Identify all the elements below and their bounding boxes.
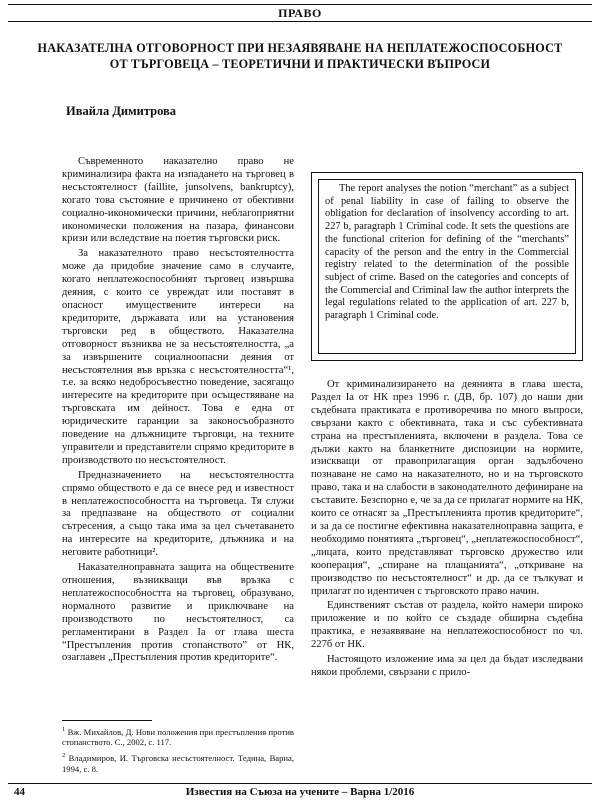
footnotes <box>62 725 294 777</box>
left-column <box>62 156 294 667</box>
page-number: 44 <box>14 786 25 798</box>
journal-name: Известия на Съюза на учените – Варна 1/2016 <box>185 786 415 798</box>
paragraph: Предназначението на несъстоятелността спрямо обществото е да се внесе ред и известност в неплатежоспособността на търговеца. Тя служи за предпазване на обществото от социални сътресения, а също така има за цел съчетаването на интересите на кредиторите, длъжника и на неговите работници². <box>62 469 294 559</box>
paragraph: За наказателното право несъстоятелността може да придобие значение само в случаите, когато неплатежоспособният търговец извършва деяния, с които се увреждат или поставят в опасност имуществените интереси на кредиторите, държавата или на установения търговски ред в обществото. Наказателна отговорност възниква не за несъстоятелността, „а за извършените социалноопасни деяния от несъстоятелния във връзка с несъстоятелността“¹, т.е. за всяко недобросъвестно поведение, засягащо интересите на кредиторите при осъществяване на търговската им дейност. Това е една от юридическите гаранции за законосъобразното поведение на длъжниците търговци, на техните управители и представители спрямо кредиторите в производството по несъстоятелност. <box>62 248 294 466</box>
footnote <box>62 751 294 774</box>
footnote-number: 2 <box>62 752 66 760</box>
footnote-text: Вж. Михайлов, Д. Нови положения при престъпления против стопанството. С., 2002, с. 117. <box>62 726 294 748</box>
author-name: Ивайла Димитрова <box>66 104 177 118</box>
right-column <box>311 379 583 682</box>
paragraph: От криминализирането на деянията в глава шеста, Раздел Iа от НК през 1996 г. (ДВ, бр. 107) до наши дни съдебната практиката е противоречива по много въпроси, свързани както с обективната, така и със субективната страна на престъпленията, включени в раздела. Това се дължи както на бланкетните диспозиции на нормите, изискващи от правоприлагащия орган задълбочено познаване не само на наказателното, но и на търговското право, така и на слабости в законодателното дефиниране на съставите. Безспорно е, че за да се прилагат нормите на НК, които се отнасят за „Престъпленията против кредиторите“, и за да се постигне ефективна наказателноправна защита, е необходимо понятията „търговец“, „неплатежоспособност“, „лицата, които представляват търговско дружество или кооперация“, „спиране на плащанията“, „откриване на производство по несъстоятелност“ и др. да се тълкуват и прилагат по идентичен с търговското право начин. <box>311 379 583 597</box>
article-title <box>20 40 580 72</box>
footnote-number: 1 <box>62 726 66 733</box>
footnote-text: Владимиров, И. Търговска несъстоятелност. Тедина, Варна, 1994, с. 8. <box>62 752 294 774</box>
running-header: ПРАВО <box>8 4 592 22</box>
paragraph: Настоящото изложение има за цел да бъдат изследвани някои проблеми, свързани с прило- <box>311 654 583 678</box>
footnote-rule <box>62 720 152 721</box>
abstract-text: The report analyses the notion “merchant” as a subject of penal liability in case of failing to observe the obligation for declaration of insolvency according to art. 227 b, paragraph 1 Criminal code. It sets the questions are the functional criterion for defining of the “merchants” capacity of the person and the entry in the Commercial registry related to the determination of the possible subject of crime. Based on the categories and concepts of the Commercial and Criminal law the author interprets the legal regulations related to the application of art. 227 b, paragraph 1 Criminal code. <box>318 179 576 354</box>
paragraph: Наказателноправната защита на обществените отношения, възникващи във връзка с неплатежоспособността на търговец, образувано, нормалното развитие и приключване на производството по несъстоятелност, са регламентирани в Раздел Iа от глава шеста “Престъпления против стопанството” от НК, озаглавен „Престъпления против кредиторите“. <box>62 562 294 664</box>
paragraph: Съвременното наказателно право не криминализира факта на изпадането на търговец в несъстоятелност (faillite, junsolvens, bankruptcy), когато това състояние е причинено от обективни социално-икономически причини, неблагоприятни икономически положения на пазара, финансови кризи или вследствие на поетия търговски риск. <box>62 156 294 245</box>
paragraph: Единственият състав от раздела, който намери широко приложение и по който се създаде обширна съдебна практика, е незаявяване на неплатежоспособност по чл. 227б от НК. <box>311 600 583 651</box>
title-line-1: НАКАЗАТЕЛНА ОТГОВОРНОСТ ПРИ НЕЗАЯВЯВАНЕ НА НЕПЛАТЕЖОСПОСОБНОСТ <box>37 41 563 55</box>
abstract-box <box>311 172 583 361</box>
footer-rule <box>8 783 592 784</box>
title-line-2: ОТ ТЪРГОВЕЦА – ТЕОРЕТИЧНИ И ПРАКТИЧЕСКИ ВЪПРОСИ <box>109 57 491 71</box>
footnote <box>62 725 294 748</box>
